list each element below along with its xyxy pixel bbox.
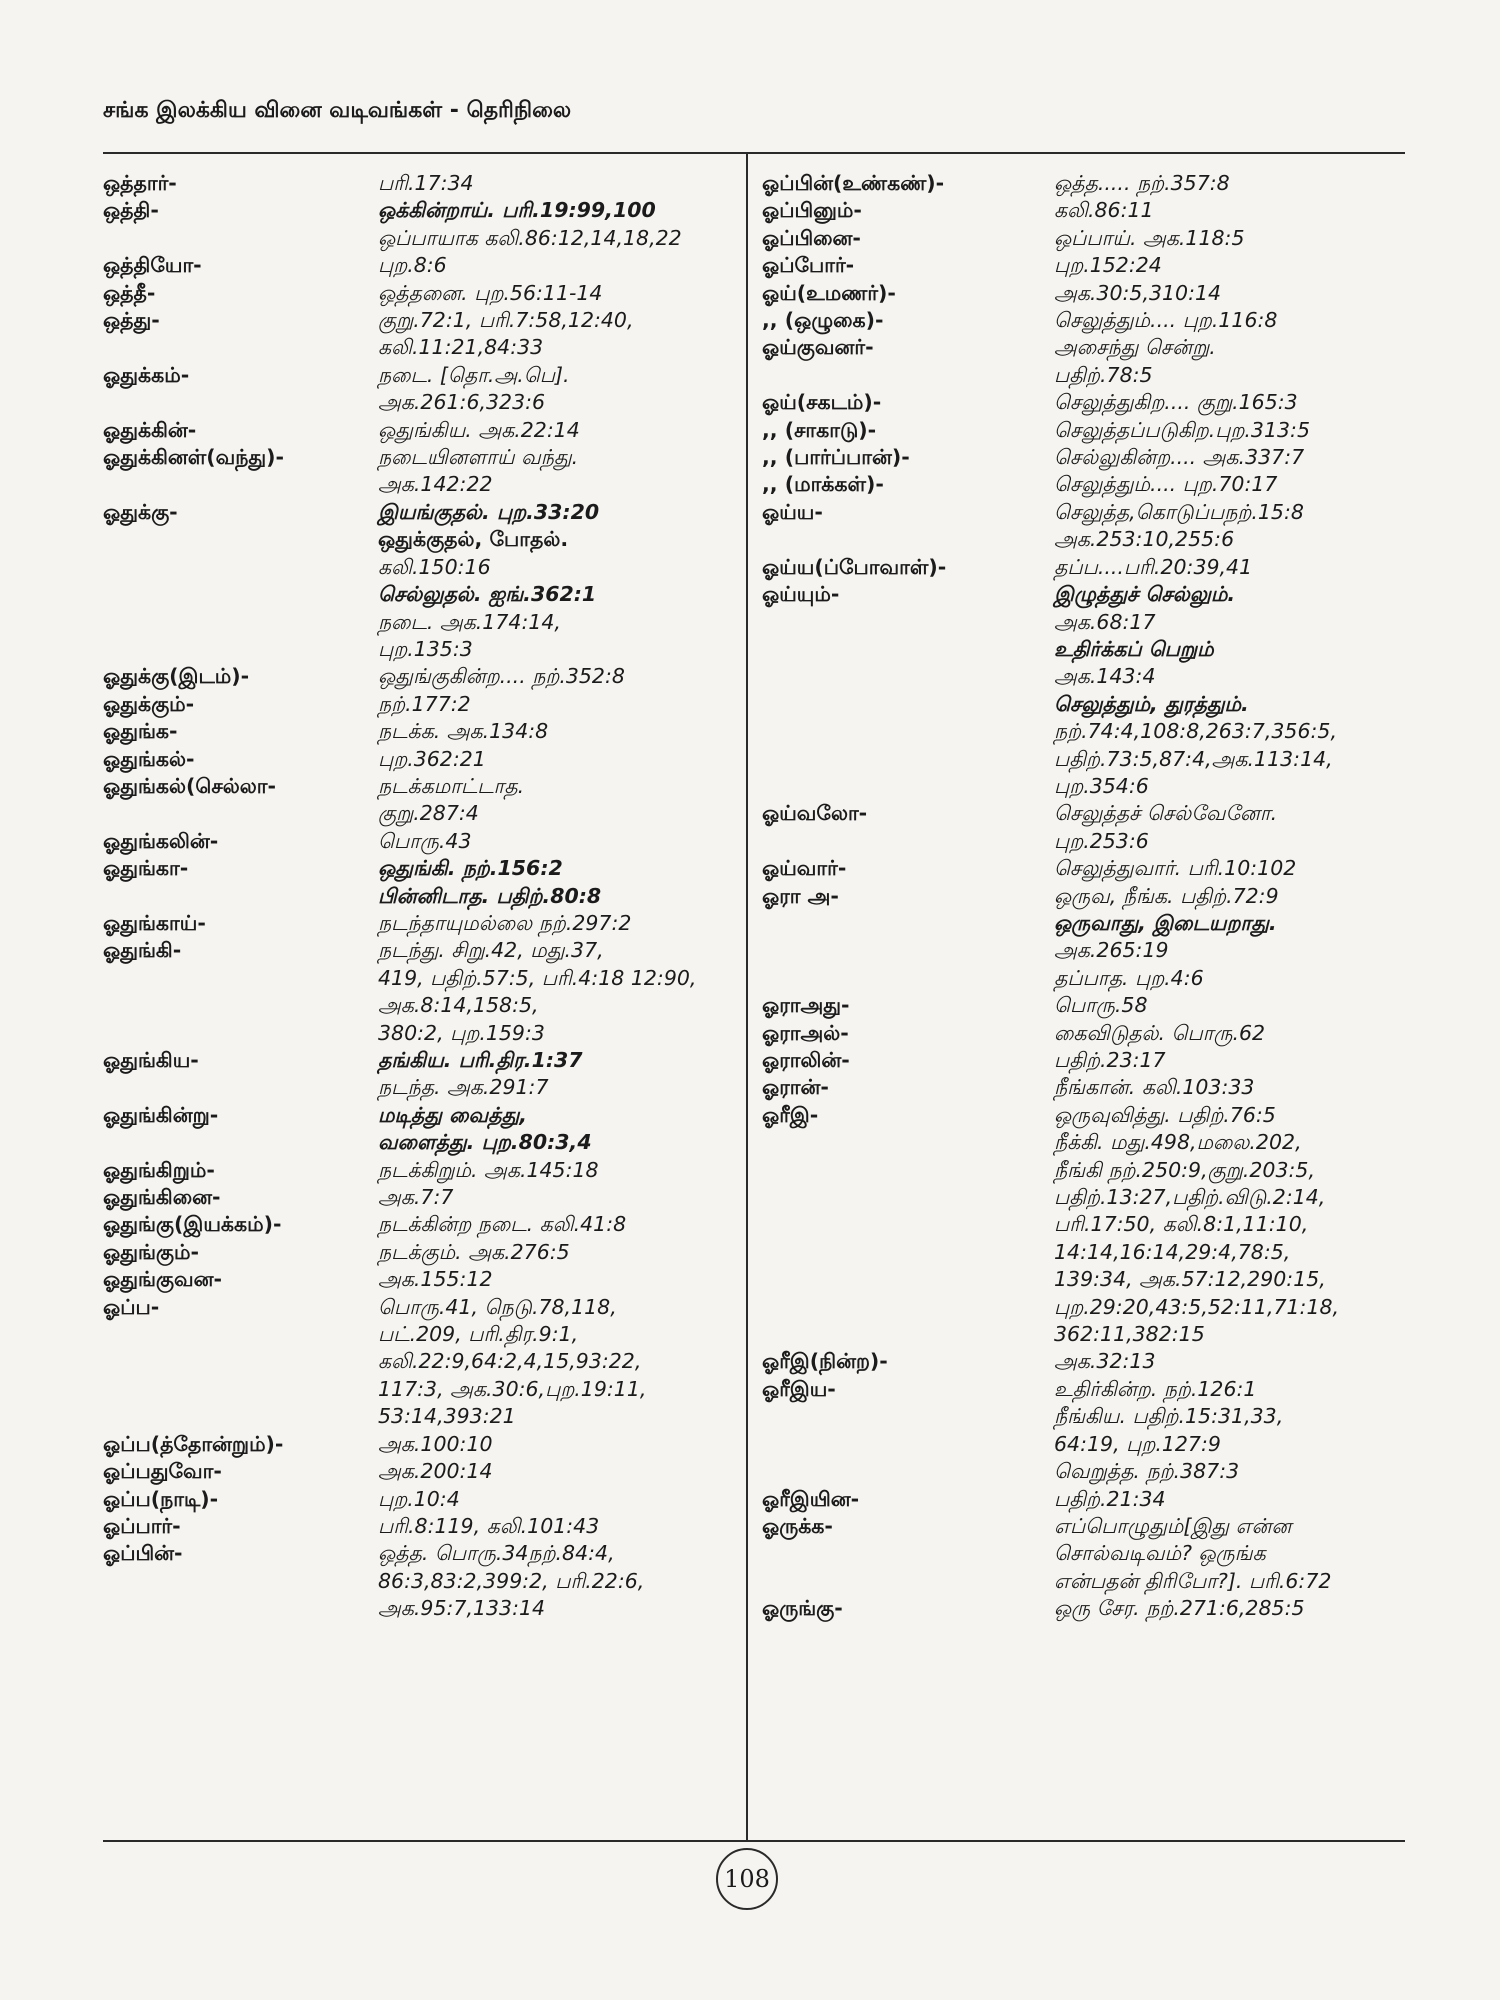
definition-line: புற.29:20,43:5,52:11,71:18, (1054, 1294, 1340, 1319)
definition-line: தப்ப....பரி.20:39,41 (1054, 554, 1253, 579)
headword: ஓரா அ- (762, 883, 839, 908)
definition-line: பரி.8:119, கலி.101:43 (378, 1513, 600, 1538)
definition (1054, 1102, 1339, 1349)
dictionary-entry (762, 1513, 1405, 1595)
definition-line: பொரு.43 (378, 828, 472, 853)
dictionary-entry (762, 581, 1405, 800)
definition-line: கலி.150:16 (378, 554, 491, 579)
definition (1054, 197, 1154, 224)
definition (1054, 225, 1245, 252)
definition-line: அக.261:6,323:6 (378, 390, 546, 415)
definition (378, 828, 472, 855)
dictionary-entry (762, 1348, 1405, 1375)
definition (378, 362, 569, 417)
headword: ஓப்பின்- (103, 1541, 183, 1566)
definition-line: பரி.17:34 (378, 171, 474, 195)
dictionary-entry (103, 773, 741, 828)
headword: ,, (சாகாடு)- (762, 417, 877, 442)
dictionary-entry (762, 334, 1405, 389)
dictionary-entry (762, 1020, 1405, 1047)
definition-line: தப்பாத. புற.4:6 (1054, 965, 1204, 990)
definition (1054, 1486, 1166, 1513)
definition-line: நடந்த. அக.291:7 (378, 1075, 549, 1100)
definition (378, 1431, 493, 1458)
definition (378, 1294, 646, 1431)
definition-line: அக.142:22 (378, 472, 493, 497)
left-column (103, 170, 741, 1623)
headword: ஓதுங்காய்- (103, 910, 206, 935)
definition (378, 1458, 493, 1485)
definition-line: புற.8:6 (378, 253, 447, 278)
dictionary-entry (103, 663, 741, 690)
headword: ஓதுங்குவன- (103, 1267, 223, 1292)
definition-line: செலுத்தச் செல்வேனோ. (1054, 801, 1278, 826)
definition (378, 910, 631, 937)
definition-line: பதிற்.78:5 (1054, 362, 1153, 387)
dictionary-entry (762, 992, 1405, 1019)
definition-line: ஒத்த..... நற்.357:8 (1054, 171, 1230, 195)
definition-line: கைவிடுதல். பொரு.62 (1054, 1020, 1266, 1045)
headword: ஓப்போர்- (762, 253, 855, 278)
dictionary-entry (103, 1047, 741, 1102)
definition-line: ஒத்தனை. புற.56:11-14 (378, 280, 603, 305)
dictionary-entry (103, 197, 741, 252)
definition-line: நீங்கிய. பதிற்.15:31,33, (1054, 1404, 1284, 1429)
dictionary-entry (103, 910, 741, 937)
definition (378, 1047, 583, 1102)
headword: ,, (ஒழுகை)- (762, 308, 884, 333)
headword: ஓய்குவனர்- (762, 335, 874, 360)
definition-line: செலுத்தும்.... புற.116:8 (1054, 308, 1278, 333)
dictionary-entry (762, 1595, 1405, 1622)
definition (1054, 1074, 1254, 1101)
column-divider (746, 152, 748, 1842)
definition-line: ஒருவ, நீங்க. பதிற்.72:9 (1054, 883, 1279, 908)
definition-line: 14:14,16:14,29:4,78:5, (1054, 1239, 1291, 1264)
headword: ஒத்தி- (103, 198, 159, 223)
dictionary-entry (103, 307, 741, 362)
headword: ஓப்ப- (103, 1294, 160, 1319)
definition-line: நீங்கி நற்.250:9,குறு.203:5, (1054, 1157, 1315, 1182)
definition (1054, 1348, 1156, 1375)
headword: ஓதுக்கின்- (103, 417, 197, 442)
definition-line: செல்லுகின்ற.... அக.337:7 (1054, 445, 1305, 470)
dictionary-entry (103, 746, 741, 773)
dictionary-entry (103, 1458, 741, 1485)
headword: ஓதுக்கு- (103, 499, 178, 524)
definition (1054, 581, 1337, 800)
definition-line: அக.253:10,255:6 (1054, 527, 1235, 552)
headword: ஓரீஇயின- (762, 1486, 860, 1511)
headword: ஓதுக்கம்- (103, 362, 190, 387)
definition (378, 1211, 626, 1238)
dictionary-entry (103, 1294, 741, 1431)
definition-line: வளைத்து. புற.80:3,4 (378, 1130, 592, 1155)
definition-line: எப்பொழுதும்[இது என்ன (1054, 1513, 1292, 1538)
headword: ஓதுங்கிறும்- (103, 1157, 215, 1182)
dictionary-entry (103, 252, 741, 279)
definition-line: அக.30:5,310:14 (1054, 280, 1222, 305)
definition (1054, 1376, 1283, 1486)
definition-line: பதிற்.21:34 (1054, 1486, 1166, 1511)
definition (378, 1184, 453, 1211)
definition-line: இழுத்துச் செல்லும். (1054, 582, 1236, 607)
definition-line: உதிர்க்கப் பெறும் (1054, 636, 1214, 661)
definition-line: நடை. அக.174:14, (378, 609, 561, 634)
headword: ஓப்பினும்- (762, 198, 862, 223)
definition (1054, 389, 1298, 416)
headword: ஓராலின்- (762, 1048, 850, 1072)
dictionary-entry (762, 417, 1405, 444)
definition (378, 1266, 493, 1293)
dictionary-entry (762, 170, 1405, 197)
definition-line: அக.32:13 (1054, 1349, 1156, 1374)
dictionary-entry (103, 444, 741, 499)
dictionary-entry (762, 1486, 1405, 1513)
dictionary-entry (762, 499, 1405, 554)
headword: ஓதுங்க- (103, 719, 178, 744)
dictionary-entry (103, 362, 741, 417)
headword: ஓதுங்கின்று- (103, 1102, 219, 1127)
dictionary-entry (762, 471, 1405, 498)
definition (378, 444, 578, 499)
headword: ஓதுங்கிய- (103, 1048, 199, 1072)
dictionary-entry (762, 444, 1405, 471)
headword: ஓய்வலோ- (762, 801, 868, 826)
definition-line: நீங்கான். கலி.103:33 (1054, 1075, 1255, 1100)
definition-line: பதிற்.13:27,பதிற்.விடு.2:14, (1054, 1185, 1326, 1210)
definition-line: ஒருவுவித்து. பதிற்.76:5 (1054, 1102, 1276, 1127)
definition-line: அக.143:4 (1054, 664, 1156, 689)
definition-line: நடக்கின்ற நடை. கலி.41:8 (378, 1212, 627, 1237)
headword: ஓதுங்கலின்- (103, 828, 219, 853)
definition-line: புற.152:24 (1054, 253, 1162, 278)
headword: ஓதுக்கு(இடம்)- (103, 664, 250, 689)
header-rule (103, 152, 1405, 154)
dictionary-entry (762, 1102, 1405, 1349)
definition-line: நடை. [தொ.அ.பெ]. (378, 362, 570, 387)
definition-line: பதிற்.73:5,87:4,அக.113:14, (1054, 746, 1333, 771)
definition-line: புற.10:4 (378, 1486, 460, 1511)
definition-line: இயங்குதல். புற.33:20 (378, 499, 600, 524)
definition-line: வெறுத்த. நற்.387:3 (1054, 1459, 1240, 1484)
definition-line: அக.200:14 (378, 1459, 493, 1484)
definition-line: பதிற்.23:17 (1054, 1048, 1166, 1072)
dictionary-entry (103, 828, 741, 855)
definition (378, 855, 601, 910)
definition (1054, 471, 1277, 498)
dictionary-entry (103, 1513, 741, 1540)
definition-line: ஒத்த. பொரு.34நற்.84:4, (378, 1541, 615, 1566)
headword: ஓய்(சகடம்)- (762, 390, 882, 415)
dictionary-entry (762, 225, 1405, 252)
definition-line: நற்.74:4,108:8,263:7,356:5, (1054, 719, 1337, 744)
definition-line: செலுத்துவார். பரி.10:102 (1054, 856, 1297, 881)
headword: ஓதுக்கினள்(வந்து)- (103, 445, 285, 470)
definition-line: உதிர்கின்ற. நற்.126:1 (1054, 1376, 1257, 1401)
definition (1054, 883, 1279, 993)
definition-line: நடந்தாயுமல்லை நற்.297:2 (378, 910, 632, 935)
headword: ஓதுங்கினை- (103, 1185, 221, 1210)
definition (378, 1486, 460, 1513)
headword: ஓரீஇ(நின்ற)- (762, 1349, 888, 1374)
definition-line: ஒதுங்கி. நற்.156:2 (378, 856, 563, 881)
definition-line: ஒக்கின்றாய். பரி.19:99,100 (378, 198, 656, 223)
definition (1054, 1020, 1265, 1047)
definition (1054, 1513, 1331, 1595)
definition (1054, 280, 1221, 307)
definition (378, 307, 634, 362)
page-number: 108 (716, 1848, 778, 1910)
definition-line: அக.68:17 (1054, 609, 1156, 634)
headword: ஓதுங்கல்(செல்லா- (103, 773, 276, 798)
dictionary-entry (103, 499, 741, 663)
definition-line: நடக்க. அக.134:8 (378, 719, 549, 744)
dictionary-entry (103, 855, 741, 910)
definition-line: செலுத்தும்.... புற.70:17 (1054, 472, 1278, 497)
definition-line: ஒதுங்கிய. அக.22:14 (378, 417, 580, 442)
dictionary-entry (103, 691, 741, 718)
definition (378, 1513, 599, 1540)
definition-line: தங்கிய. பரி.திர.1:37 (378, 1048, 583, 1072)
definition-line: அக.100:10 (378, 1431, 493, 1456)
headword: ஓரீஇ- (762, 1102, 819, 1127)
definition (1054, 252, 1162, 279)
definition-line: நடக்கிறும். அக.145:18 (378, 1157, 599, 1182)
headword: ஓப்பினை- (762, 225, 861, 250)
definition-line: சொல்வடிவம்? ஒருங்க (1054, 1541, 1266, 1566)
dictionary-entry (103, 170, 741, 197)
definition-line: நடக்கும். அக.276:5 (378, 1239, 570, 1264)
definition (1054, 554, 1252, 581)
headword: ஓப்ப(நாடி)- (103, 1486, 219, 1511)
headword: ஓதுங்கி- (103, 938, 182, 963)
definition-line: ஒதுக்குதல், போதல். (378, 527, 569, 552)
definition-line: நீக்கி. மது.498,மலை.202, (1054, 1130, 1302, 1155)
headword: ஓய்யும்- (762, 582, 840, 607)
definition-line: என்பதன் திரிபோ?]. பரி.6:72 (1054, 1568, 1332, 1593)
dictionary-entry (103, 1102, 741, 1157)
headword: ஓரான்- (762, 1075, 829, 1100)
definition (378, 417, 580, 444)
dictionary-entry (103, 280, 741, 307)
dictionary-entry (103, 1540, 741, 1622)
definition (378, 746, 486, 773)
dictionary-entry (762, 280, 1405, 307)
definition (378, 663, 625, 690)
definition (1054, 855, 1296, 882)
definition-line: 117:3, அக.30:6,புற.19:11, (378, 1376, 647, 1401)
definition-line: செலுத்த,கொடுப்பநற்.15:8 (1054, 499, 1304, 524)
definition-line: செலுத்தும், துரத்தும். (1054, 691, 1249, 716)
headword: ஓராஅல்- (762, 1020, 849, 1045)
dictionary-entry (103, 1431, 741, 1458)
headword: ஒத்து- (103, 308, 160, 333)
definition-line: 380:2, புற.159:3 (378, 1020, 545, 1045)
definition-line: மடித்து வைத்து, (378, 1102, 528, 1127)
headword: ஓருங்கு- (762, 1596, 843, 1621)
definition-line: செலுத்தப்படுகிற.புற.313:5 (1054, 417, 1311, 442)
definition (378, 1239, 570, 1266)
definition-line: கலி.86:11 (1054, 198, 1154, 223)
definition-line: செலுத்துகிற.... குறு.165:3 (1054, 390, 1298, 415)
headword: ,, (மாக்கள்)- (762, 472, 884, 497)
dictionary-entry (762, 1047, 1405, 1074)
definition-line: 86:3,83:2,399:2, பரி.22:6, (378, 1568, 645, 1593)
definition-line: 64:19, புற.127:9 (1054, 1431, 1221, 1456)
definition-line: பட்.209, பரி.திர.9:1, (378, 1322, 579, 1347)
definition-line: அக.265:19 (1054, 938, 1169, 963)
dictionary-entry (103, 937, 741, 1047)
headword: ஓதுங்கு(இயக்கம்)- (103, 1212, 282, 1237)
headword: ஓதுங்கல்- (103, 746, 195, 771)
definition-line: பின்னிடாத. பதிற்.80:8 (378, 883, 602, 908)
definition-line: நடக்கமாட்டாத. (378, 773, 525, 798)
dictionary-entry (103, 1157, 741, 1184)
definition-line: அக.8:14,158:5, (378, 993, 539, 1018)
definition-line: புற.135:3 (378, 636, 473, 661)
dictionary-entry (762, 1376, 1405, 1486)
dictionary-entry (762, 883, 1405, 993)
right-column (762, 170, 1405, 1623)
definition-line: ஒதுங்குகின்ற.... நற்.352:8 (378, 664, 625, 689)
dictionary-entry (762, 307, 1405, 334)
definition (1054, 334, 1216, 389)
definition-line: கலி.11:21,84:33 (378, 335, 544, 360)
dictionary-entry (103, 718, 741, 745)
definition-line: ஒரு சேர. நற்.271:6,285:5 (1054, 1596, 1305, 1621)
headword: ஓய்ய(ப்போவாள்)- (762, 554, 947, 579)
dictionary-entry (762, 800, 1405, 855)
headword: ஒத்தார்- (103, 171, 177, 195)
definition-line: குறு.287:4 (378, 801, 479, 826)
definition (378, 1540, 644, 1622)
definition (1054, 992, 1148, 1019)
definition (1054, 307, 1277, 334)
dictionary-entry (103, 1211, 741, 1238)
definition (1054, 800, 1277, 855)
headword: ஓப்பதுவோ- (103, 1459, 222, 1484)
definition-line: 139:34, அக.57:12,290:15, (1054, 1267, 1326, 1292)
dictionary-entry (762, 855, 1405, 882)
definition-line: குறு.72:1, பரி.7:58,12:40, (378, 308, 634, 333)
definition-line: 419, பதிற்.57:5, பரி.4:18 12:90, (378, 965, 697, 990)
definition-line: பரி.17:50, கலி.8:1,11:10, (1054, 1212, 1309, 1237)
page-header: சங்க இலக்கிய வினை வடிவங்கள் - தெரிநிலை (103, 98, 572, 123)
headword: ஓய்ய- (762, 499, 823, 524)
dictionary-entry (103, 1239, 741, 1266)
definition-line: கலி.22:9,64:2,4,15,93:22, (378, 1349, 642, 1374)
dictionary-entry (762, 389, 1405, 416)
definition (378, 1157, 599, 1184)
definition (378, 499, 599, 663)
definition (378, 773, 524, 828)
definition (378, 691, 471, 718)
dictionary-entry (762, 554, 1405, 581)
definition-line: ஒப்பாயாக கலி.86:12,14,18,22 (378, 225, 682, 250)
definition-line: 362:11,382:15 (1054, 1322, 1205, 1347)
definition-line: அக.155:12 (378, 1267, 493, 1292)
headword: ஓதுங்கும்- (103, 1239, 200, 1264)
headword: ஓய்வார்- (762, 856, 847, 881)
headword: ஒத்தியோ- (103, 253, 202, 278)
headword: ஓராஅது- (762, 993, 850, 1018)
definition-line: அக.95:7,133:14 (378, 1596, 546, 1621)
headword: ஓருக்க- (762, 1513, 833, 1538)
headword: ஓய்(உமணர்)- (762, 280, 896, 305)
headword: ,, (பார்ப்பான்)- (762, 445, 910, 470)
definition-line: பொரு.58 (1054, 993, 1148, 1018)
definition (1054, 170, 1230, 197)
headword: ஓப்பின்(உண்கண்)- (762, 171, 945, 195)
dictionary-entry (762, 252, 1405, 279)
definition-line: புற.362:21 (378, 746, 486, 771)
headword: ஓப்பார்- (103, 1513, 181, 1538)
dictionary-entry (103, 417, 741, 444)
headword: ஒத்தீ- (103, 280, 156, 305)
definition (378, 280, 602, 307)
dictionary-entry (103, 1486, 741, 1513)
definition (1054, 417, 1310, 444)
definition (378, 252, 447, 279)
definition (378, 170, 474, 197)
definition (378, 718, 548, 745)
definition-line: ஒப்பாய். அக.118:5 (1054, 225, 1245, 250)
definition-line: பொரு.41, நெடு.78,118, (378, 1294, 617, 1319)
definition-line: புற.354:6 (1054, 773, 1149, 798)
definition (1054, 1047, 1166, 1074)
headword: ஓதுக்கும்- (103, 691, 195, 716)
dictionary-entry (762, 1074, 1405, 1101)
headword: ஓரீஇய- (762, 1376, 836, 1401)
definition (1054, 499, 1304, 554)
definition-line: அசைந்து சென்று. (1054, 335, 1216, 360)
definition (378, 1102, 592, 1157)
dictionary-entry (103, 1184, 741, 1211)
dictionary-entry (103, 1266, 741, 1293)
definition (1054, 444, 1304, 471)
dictionary-entry (762, 197, 1405, 224)
definition-line: நற்.177:2 (378, 691, 471, 716)
definition-line: 53:14,393:21 (378, 1404, 516, 1429)
headword: ஓதுங்கா- (103, 856, 189, 881)
definition-line: ஒருவாது, இடையறாது. (1054, 910, 1277, 935)
definition (378, 937, 696, 1047)
definition (378, 197, 682, 252)
headword: ஓப்ப(த்தோன்றும்)- (103, 1431, 284, 1456)
footer-rule (103, 1840, 1405, 1842)
definition-line: நடந்து. சிறு.42, மது.37, (378, 938, 604, 963)
definition-line: புற.253:6 (1054, 828, 1149, 853)
definition-line: செல்லுதல். ஐங்.362:1 (378, 582, 597, 607)
definition-line: அக.7:7 (378, 1185, 454, 1210)
definition-line: நடையினளாய் வந்து. (378, 445, 579, 470)
definition (1054, 1595, 1305, 1622)
